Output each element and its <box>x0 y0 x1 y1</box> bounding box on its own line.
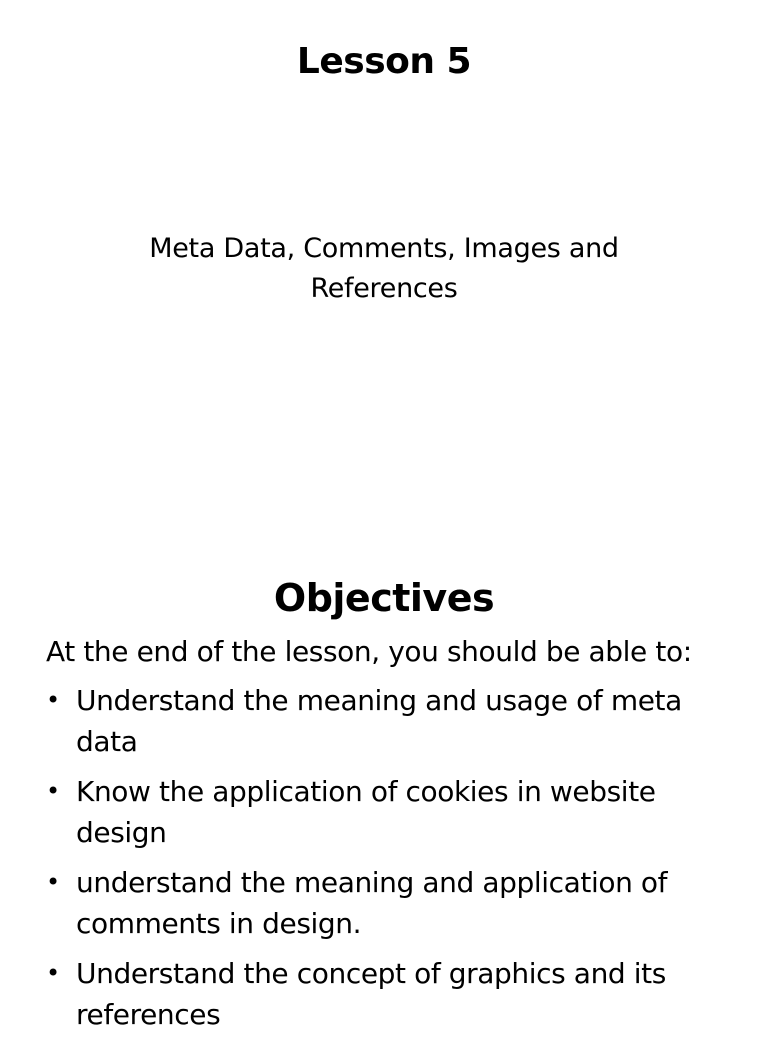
bullet-icon: • <box>46 777 60 805</box>
lesson-subtitle: Meta Data, Comments, Images and References <box>149 233 619 304</box>
objective-text: Understand the concept of graphics and its references <box>76 957 666 1031</box>
list-item <box>46 771 746 853</box>
objective-text: understand the meaning and application of comments in design. <box>76 866 668 940</box>
lesson-title: Lesson 5 <box>296 41 472 82</box>
list-item <box>46 680 746 762</box>
list-item <box>46 862 746 944</box>
objectives-intro: At the end of the lesson, you should be able to: <box>46 635 692 668</box>
objectives-title: Objectives <box>273 576 495 620</box>
slide-objectives <box>0 540 768 1031</box>
objectives-list <box>46 680 746 1044</box>
bullet-icon: • <box>46 868 60 896</box>
list-item <box>46 953 746 1035</box>
bullet-icon: • <box>46 959 60 987</box>
bullet-icon: • <box>46 686 60 714</box>
objective-text: Know the application of cookies in website design <box>76 775 656 849</box>
objective-text: Understand the meaning and usage of meta data <box>76 684 682 758</box>
